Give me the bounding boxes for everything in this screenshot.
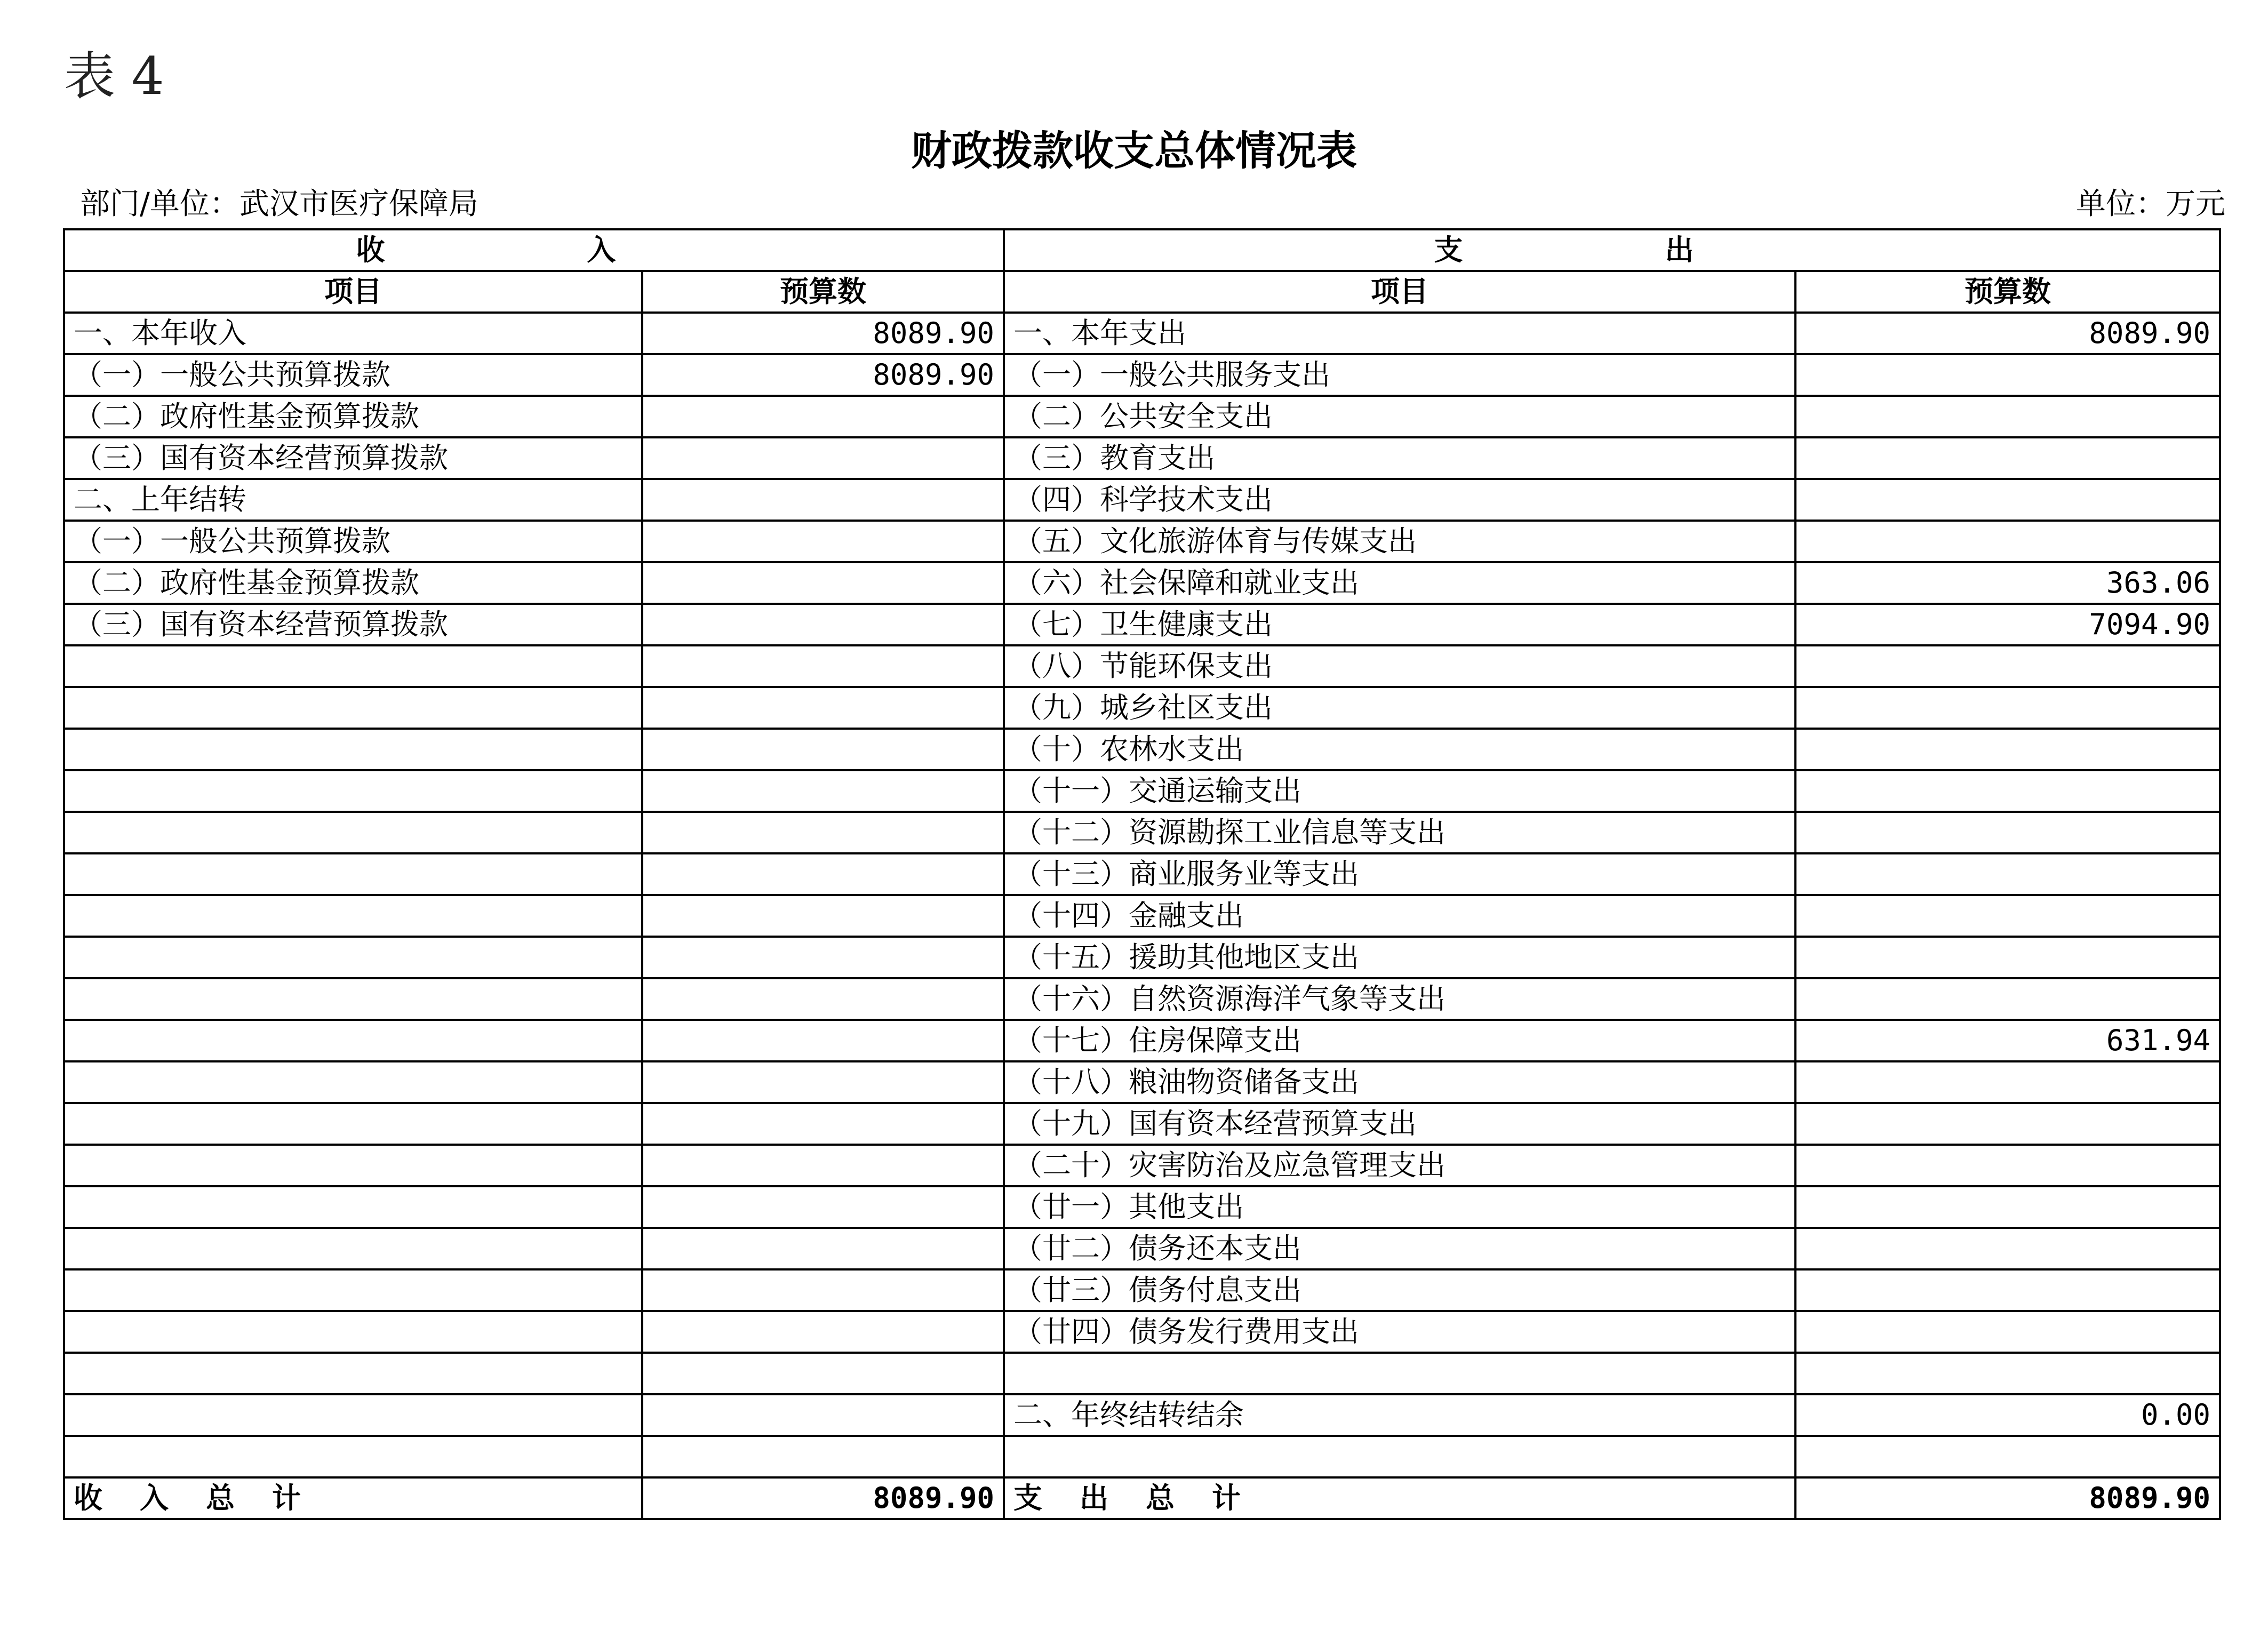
income-item-cell — [64, 812, 642, 853]
expense-amount-cell — [1795, 812, 2220, 853]
income-item-cell — [64, 687, 642, 729]
income-item-cell — [64, 1311, 642, 1353]
expense-amount-cell: 363.06 — [1795, 562, 2220, 604]
expense-amount-cell — [1795, 396, 2220, 437]
income-item-cell — [64, 770, 642, 812]
unit-label: 单位：万元 — [2076, 187, 2225, 221]
income-item-cell: 二、上年结转 — [64, 479, 642, 521]
table-row — [64, 1020, 2220, 1061]
table-row — [64, 645, 2220, 687]
expense-amount-cell — [1795, 521, 2220, 562]
income-item-cell — [64, 1061, 642, 1103]
table-row — [64, 687, 2220, 729]
income-item-cell: （三）国有资本经营预算拨款 — [64, 604, 642, 645]
income-amount-cell — [642, 1186, 1004, 1228]
income-amount-cell — [642, 1311, 1004, 1353]
income-amount-cell — [642, 1269, 1004, 1311]
expense-item-cell: （十七）住房保障支出 — [1004, 1020, 1795, 1061]
expense-amount-cell — [1795, 687, 2220, 729]
income-amount-cell — [642, 645, 1004, 687]
income-amount-cell: 8089.90 — [642, 313, 1004, 354]
expense-amount-cell — [1795, 479, 2220, 521]
table-row — [64, 1436, 2220, 1477]
expense-item-cell — [1004, 1436, 1795, 1477]
income-item-cell — [64, 1436, 642, 1477]
expense-amount-cell: 631.94 — [1795, 1020, 2220, 1061]
expense-amount-cell — [1795, 1145, 2220, 1186]
expense-amount-cell: 8089.90 — [1795, 313, 2220, 354]
expense-amount-cell — [1795, 770, 2220, 812]
expense-amount-cell — [1795, 1436, 2220, 1477]
income-item-cell — [64, 1145, 642, 1186]
expense-amount-cell — [1795, 1061, 2220, 1103]
expense-item-cell: 一、本年支出 — [1004, 313, 1795, 354]
income-amount-cell — [642, 604, 1004, 645]
income-amount-cell — [642, 521, 1004, 562]
expense-amount-cell — [1795, 1103, 2220, 1145]
income-total-label: 收入总计 — [64, 1477, 642, 1519]
table-row — [64, 937, 2220, 978]
table-row — [64, 604, 2220, 645]
income-item-cell: （一）一般公共预算拨款 — [64, 521, 642, 562]
expense-amount-header: 预算数 — [1795, 271, 2220, 313]
table-row — [64, 396, 2220, 437]
expense-item-cell: （廿一）其他支出 — [1004, 1186, 1795, 1228]
expense-item-cell: （八）节能环保支出 — [1004, 645, 1795, 687]
income-item-cell — [64, 978, 642, 1020]
income-amount-cell — [642, 853, 1004, 895]
income-amount-cell — [642, 1228, 1004, 1269]
income-item-cell — [64, 1020, 642, 1061]
total-row — [64, 1477, 2220, 1519]
column-header-row — [64, 271, 2220, 313]
income-amount-cell — [642, 937, 1004, 978]
expense-amount-cell — [1795, 937, 2220, 978]
expense-item-cell: （十二）资源勘探工业信息等支出 — [1004, 812, 1795, 853]
income-item-cell: 一、本年收入 — [64, 313, 642, 354]
income-item-cell — [64, 645, 642, 687]
expense-item-cell: （六）社会保障和就业支出 — [1004, 562, 1795, 604]
table-row — [64, 978, 2220, 1020]
table-row — [64, 521, 2220, 562]
income-item-cell: （二）政府性基金预算拨款 — [64, 562, 642, 604]
income-amount-cell — [642, 1020, 1004, 1061]
expense-item-header: 项目 — [1004, 271, 1795, 313]
expense-item-cell: （九）城乡社区支出 — [1004, 687, 1795, 729]
table-row — [64, 562, 2220, 604]
expense-item-cell: （十八）粮油物资储备支出 — [1004, 1061, 1795, 1103]
table-row — [64, 354, 2220, 396]
table-row — [64, 1311, 2220, 1353]
income-item-cell: （一）一般公共预算拨款 — [64, 354, 642, 396]
income-item-cell: （三）国有资本经营预算拨款 — [64, 437, 642, 479]
section-header-row — [64, 229, 2220, 271]
income-amount-cell — [642, 729, 1004, 770]
expense-amount-cell — [1795, 1311, 2220, 1353]
table-row — [64, 853, 2220, 895]
income-item-cell — [64, 1103, 642, 1145]
expense-amount-cell — [1795, 1186, 2220, 1228]
table-row — [64, 1228, 2220, 1269]
table-row — [64, 1394, 2220, 1436]
income-item-cell — [64, 1353, 642, 1394]
expense-item-cell — [1004, 1353, 1795, 1394]
expense-amount-cell — [1795, 1353, 2220, 1394]
expense-item-cell: （一）一般公共服务支出 — [1004, 354, 1795, 396]
income-item-cell — [64, 1228, 642, 1269]
income-amount-cell — [642, 479, 1004, 521]
income-amount-cell — [642, 978, 1004, 1020]
income-item-cell — [64, 937, 642, 978]
table-row — [64, 1269, 2220, 1311]
income-amount-cell — [642, 1061, 1004, 1103]
table-row — [64, 895, 2220, 937]
table-row — [64, 812, 2220, 853]
income-amount-cell — [642, 1353, 1004, 1394]
table-row — [64, 729, 2220, 770]
expense-item-cell: （廿三）债务付息支出 — [1004, 1269, 1795, 1311]
expense-amount-cell — [1795, 895, 2220, 937]
income-item-cell — [64, 1186, 642, 1228]
table-row — [64, 479, 2220, 521]
expense-amount-cell — [1795, 729, 2220, 770]
expense-section-header: 支 出 — [1004, 229, 2220, 271]
expense-item-cell: （四）科学技术支出 — [1004, 479, 1795, 521]
income-amount-cell — [642, 1436, 1004, 1477]
table-row — [64, 1103, 2220, 1145]
expense-amount-cell — [1795, 978, 2220, 1020]
income-item-cell — [64, 1394, 642, 1436]
expense-amount-cell — [1795, 853, 2220, 895]
expense-item-cell: （三）教育支出 — [1004, 437, 1795, 479]
income-amount-cell — [642, 1103, 1004, 1145]
expense-item-cell: （廿二）债务还本支出 — [1004, 1228, 1795, 1269]
expense-item-cell: （十九）国有资本经营预算支出 — [1004, 1103, 1795, 1145]
department-label: 部门/单位：武汉市医疗保障局 — [80, 187, 478, 221]
expense-item-cell: （二十）灾害防治及应急管理支出 — [1004, 1145, 1795, 1186]
income-amount-cell — [642, 562, 1004, 604]
income-amount-header: 预算数 — [642, 271, 1004, 313]
expense-amount-cell — [1795, 1228, 2220, 1269]
expense-item-cell: 二、年终结转结余 — [1004, 1394, 1795, 1436]
expense-item-cell: （七）卫生健康支出 — [1004, 604, 1795, 645]
table-row — [64, 437, 2220, 479]
expense-amount-cell — [1795, 1269, 2220, 1311]
expense-amount-cell: 7094.90 — [1795, 604, 2220, 645]
income-item-cell — [64, 853, 642, 895]
income-item-cell: （二）政府性基金预算拨款 — [64, 396, 642, 437]
income-amount-cell — [642, 1394, 1004, 1436]
income-amount-cell — [642, 770, 1004, 812]
expense-item-cell: （廿四）债务发行费用支出 — [1004, 1311, 1795, 1353]
income-total-amount: 8089.90 — [642, 1477, 1004, 1519]
expense-item-cell: （十）农林水支出 — [1004, 729, 1795, 770]
expense-item-cell: （十一）交通运输支出 — [1004, 770, 1795, 812]
income-amount-cell: 8089.90 — [642, 354, 1004, 396]
expense-amount-cell: 0.00 — [1795, 1394, 2220, 1436]
income-amount-cell — [642, 437, 1004, 479]
income-amount-cell — [642, 687, 1004, 729]
expense-amount-cell — [1795, 437, 2220, 479]
expense-amount-cell — [1795, 354, 2220, 396]
income-item-cell — [64, 895, 642, 937]
income-amount-cell — [642, 396, 1004, 437]
budget-table — [63, 228, 2221, 1520]
table-row — [64, 770, 2220, 812]
expense-item-cell: （二）公共安全支出 — [1004, 396, 1795, 437]
expense-amount-cell — [1795, 645, 2220, 687]
income-amount-cell — [642, 1145, 1004, 1186]
table-row — [64, 313, 2220, 354]
table-number-label: 表 4 — [64, 46, 164, 106]
expense-item-cell: （五）文化旅游体育与传媒支出 — [1004, 521, 1795, 562]
income-item-cell — [64, 729, 642, 770]
expense-total-label: 支出总计 — [1004, 1477, 1795, 1519]
expense-item-cell: （十四）金融支出 — [1004, 895, 1795, 937]
expense-total-amount: 8089.90 — [1795, 1477, 2220, 1519]
table-row — [64, 1353, 2220, 1394]
expense-item-cell: （十六）自然资源海洋气象等支出 — [1004, 978, 1795, 1020]
income-amount-cell — [642, 812, 1004, 853]
income-item-cell — [64, 1269, 642, 1311]
income-item-header: 项目 — [64, 271, 642, 313]
table-row — [64, 1186, 2220, 1228]
income-amount-cell — [642, 895, 1004, 937]
table-row — [64, 1145, 2220, 1186]
table-row — [64, 1061, 2220, 1103]
expense-item-cell: （十五）援助其他地区支出 — [1004, 937, 1795, 978]
income-section-header: 收 入 — [64, 229, 1004, 271]
expense-item-cell: （十三）商业服务业等支出 — [1004, 853, 1795, 895]
page-title: 财政拨款收支总体情况表 — [911, 127, 1357, 174]
